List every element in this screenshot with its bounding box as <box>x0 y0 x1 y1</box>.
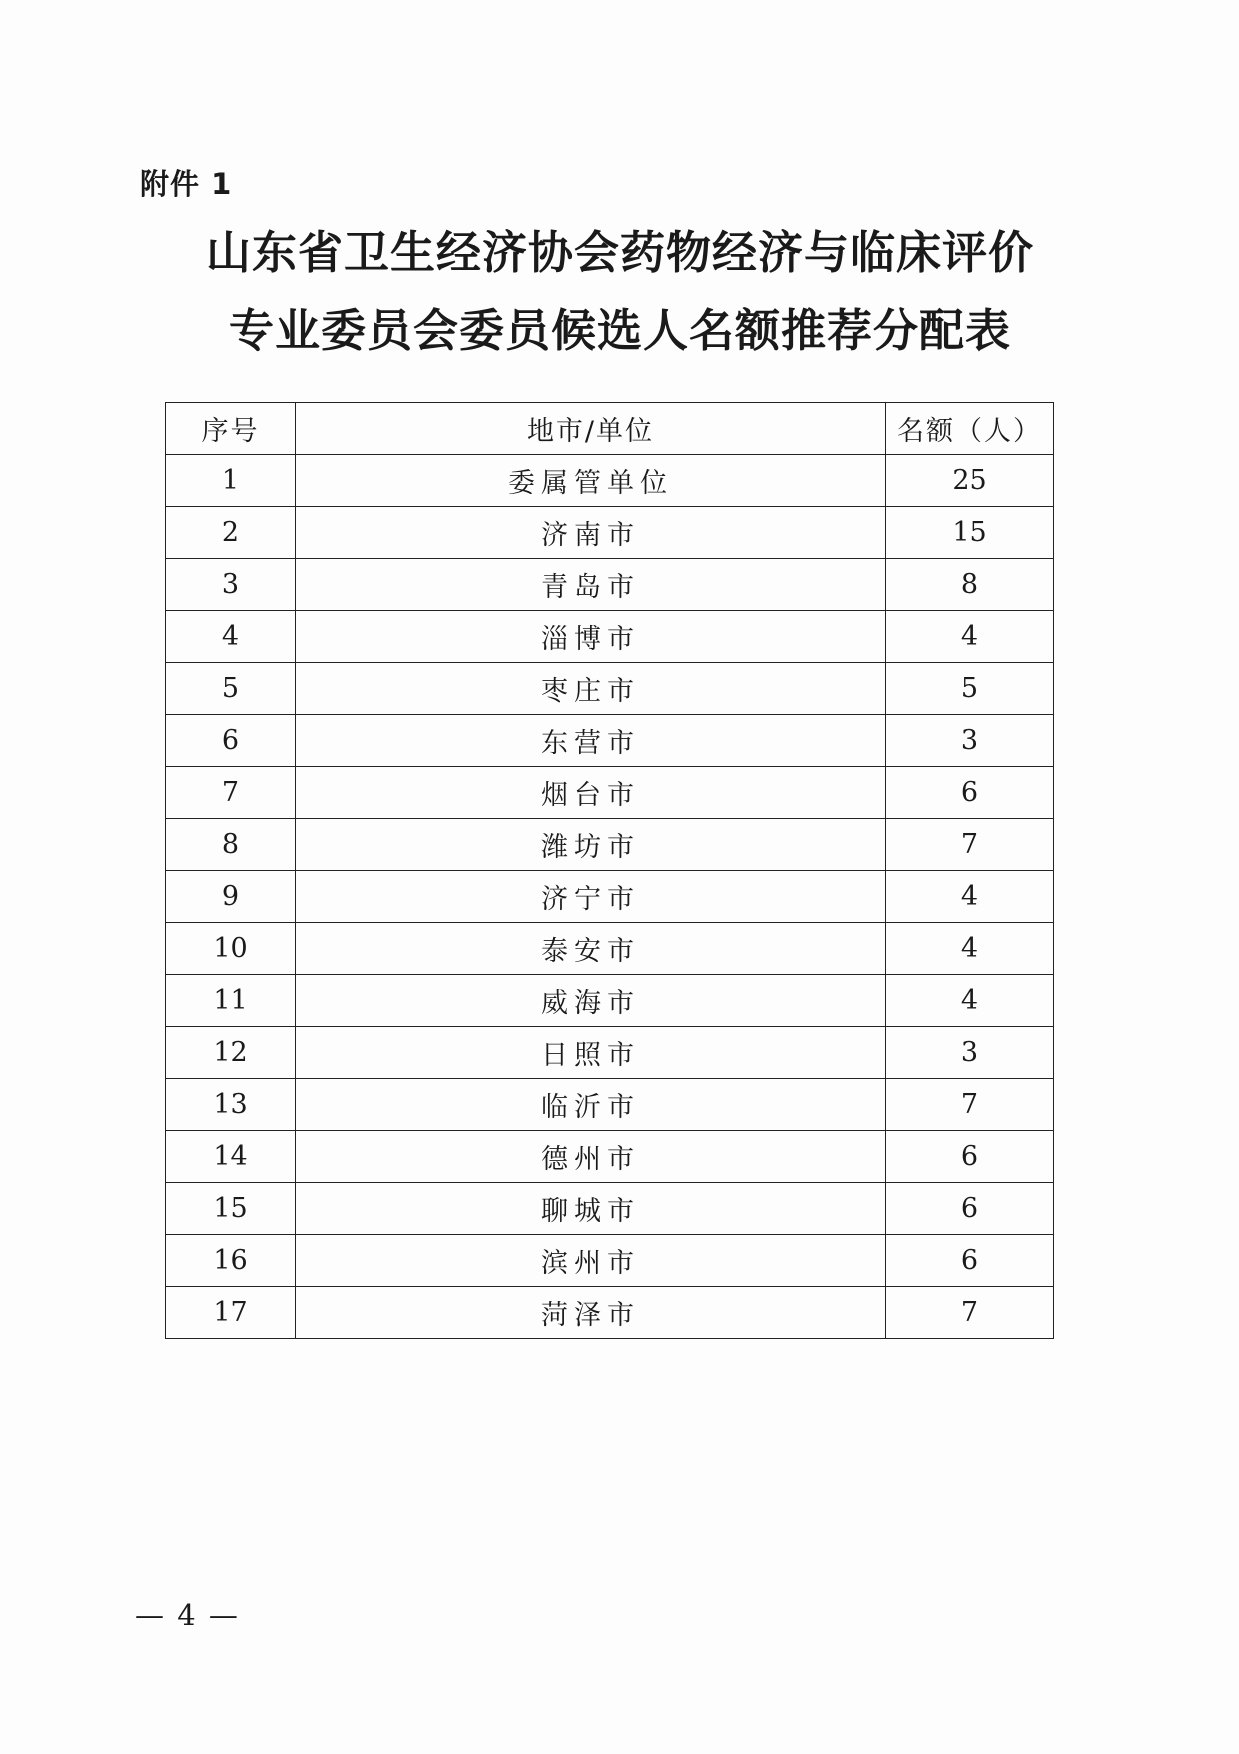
header-quota: 名额（人） <box>886 403 1054 455</box>
cell-no: 1 <box>166 455 296 507</box>
cell-unit: 东营市 <box>296 715 886 767</box>
cell-unit: 济南市 <box>296 507 886 559</box>
cell-unit: 青岛市 <box>296 559 886 611</box>
cell-no: 16 <box>166 1235 296 1287</box>
cell-no: 2 <box>166 507 296 559</box>
table-header-row <box>166 403 1054 455</box>
cell-quota: 4 <box>886 975 1054 1027</box>
cell-quota: 3 <box>886 1027 1054 1079</box>
cell-unit: 枣庄市 <box>296 663 886 715</box>
table-row <box>166 871 1054 923</box>
cell-quota: 7 <box>886 1287 1054 1339</box>
cell-no: 3 <box>166 559 296 611</box>
table-row <box>166 559 1054 611</box>
table-row <box>166 923 1054 975</box>
cell-quota: 4 <box>886 871 1054 923</box>
cell-no: 17 <box>166 1287 296 1339</box>
table-row <box>166 819 1054 871</box>
table-row <box>166 1183 1054 1235</box>
cell-no: 13 <box>166 1079 296 1131</box>
cell-quota: 4 <box>886 923 1054 975</box>
table-row <box>166 767 1054 819</box>
table-row <box>166 1131 1054 1183</box>
cell-quota: 3 <box>886 715 1054 767</box>
cell-no: 6 <box>166 715 296 767</box>
cell-quota: 8 <box>886 559 1054 611</box>
document-title-line-2: 专业委员会委员候选人名额推荐分配表 <box>228 304 1011 357</box>
document-title-line-1: 山东省卫生经济协会药物经济与临床评价 <box>205 226 1034 279</box>
table-row <box>166 1235 1054 1287</box>
cell-no: 14 <box>166 1131 296 1183</box>
table-body <box>166 455 1054 1339</box>
cell-quota: 25 <box>886 455 1054 507</box>
cell-quota: 6 <box>886 1235 1054 1287</box>
cell-no: 11 <box>166 975 296 1027</box>
quota-allocation-table <box>165 402 1054 1339</box>
cell-unit: 菏泽市 <box>296 1287 886 1339</box>
cell-quota: 7 <box>886 1079 1054 1131</box>
cell-no: 5 <box>166 663 296 715</box>
cell-unit: 德州市 <box>296 1131 886 1183</box>
attachment-label: 附件 1 <box>140 167 233 201</box>
cell-unit: 日照市 <box>296 1027 886 1079</box>
cell-no: 15 <box>166 1183 296 1235</box>
table-row <box>166 507 1054 559</box>
header-no: 序号 <box>166 403 296 455</box>
table-row <box>166 1027 1054 1079</box>
cell-unit: 烟台市 <box>296 767 886 819</box>
cell-unit: 聊城市 <box>296 1183 886 1235</box>
cell-no: 12 <box>166 1027 296 1079</box>
header-unit: 地市/单位 <box>296 403 886 455</box>
cell-quota: 15 <box>886 507 1054 559</box>
cell-quota: 7 <box>886 819 1054 871</box>
cell-no: 7 <box>166 767 296 819</box>
table-row <box>166 975 1054 1027</box>
table-row <box>166 455 1054 507</box>
cell-unit: 威海市 <box>296 975 886 1027</box>
cell-unit: 临沂市 <box>296 1079 886 1131</box>
table-row <box>166 663 1054 715</box>
cell-quota: 6 <box>886 767 1054 819</box>
cell-quota: 6 <box>886 1131 1054 1183</box>
table-row <box>166 715 1054 767</box>
cell-quota: 4 <box>886 611 1054 663</box>
cell-unit: 淄博市 <box>296 611 886 663</box>
cell-unit: 潍坊市 <box>296 819 886 871</box>
table-row <box>166 1287 1054 1339</box>
cell-quota: 6 <box>886 1183 1054 1235</box>
cell-unit: 泰安市 <box>296 923 886 975</box>
cell-unit: 济宁市 <box>296 871 886 923</box>
cell-unit: 委属管单位 <box>296 455 886 507</box>
cell-quota: 5 <box>886 663 1054 715</box>
table-row <box>166 611 1054 663</box>
cell-no: 8 <box>166 819 296 871</box>
table-row <box>166 1079 1054 1131</box>
cell-no: 10 <box>166 923 296 975</box>
cell-no: 9 <box>166 871 296 923</box>
cell-no: 4 <box>166 611 296 663</box>
page-number: — 4 — <box>135 1598 240 1632</box>
cell-unit: 滨州市 <box>296 1235 886 1287</box>
